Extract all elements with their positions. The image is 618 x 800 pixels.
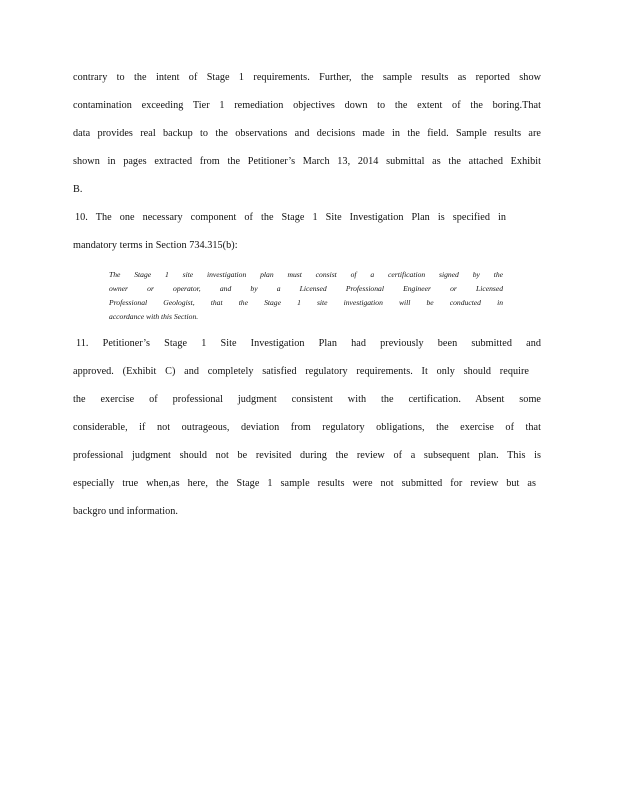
text-line: professional judgment should not be revisited during the review of a subsequent plan. This is <box>73 450 541 461</box>
text-line: contrary to the intent of Stage 1 requirements. Further, the sample results as reported show <box>73 72 541 83</box>
text-line: B. <box>73 184 83 195</box>
block-quote-line: Professional Geologist, that the Stage 1 site investigation will be conducted in <box>109 298 503 307</box>
text-line: mandatory terms in Section 734.315(b): <box>73 240 238 251</box>
numbered-paragraph-line: 10. The one necessary component of the Stage 1 Site Investigation Plan is specified in <box>75 212 506 223</box>
numbered-paragraph-line: 11. Petitioner’s Stage 1 Site Investigation Plan had previously been submitted and <box>76 338 541 349</box>
text-line: approved. (Exhibit C) and completely satisfied regulatory requirements. It only should require <box>73 366 529 377</box>
block-quote-line: accordance with this Section. <box>109 312 199 321</box>
text-line: backgro und information. <box>73 506 179 517</box>
text-line: especially true when,as here, the Stage 1 sample results were not submitted for review but as <box>73 478 536 489</box>
block-quote-line: The Stage 1 site investigation plan must consist of a certification signed by the <box>109 270 503 279</box>
text-line: contamination exceeding Tier 1 remediation objectives down to the extent of the boring.That <box>73 100 541 111</box>
text-line: shown in pages extracted from the Petitioner’s March 13, 2014 submittal as the attached Exhibit <box>73 156 541 167</box>
block-quote-line: owner or operator, and by a Licensed Professional Engineer or Licensed <box>109 284 503 293</box>
text-line: data provides real backup to the observations and decisions made in the field. Sample results are <box>73 128 541 139</box>
text-line: the exercise of professional judgment consistent with the certification. Absent some <box>73 394 541 405</box>
text-line: considerable, if not outrageous, deviation from regulatory obligations, the exercise of that <box>73 422 541 433</box>
